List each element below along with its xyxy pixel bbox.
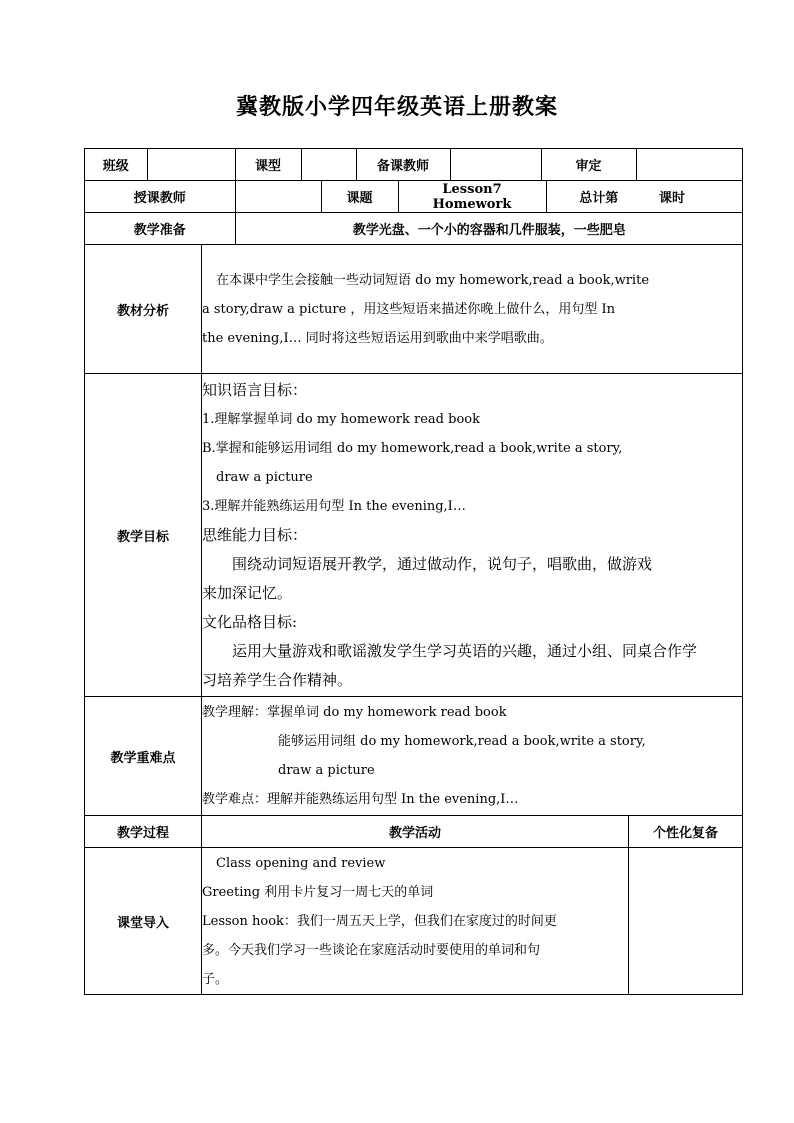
goals-content bbox=[202, 374, 743, 697]
goals-row bbox=[85, 374, 743, 697]
period-label: 课时 bbox=[659, 191, 686, 206]
class-label: 班级 bbox=[102, 159, 129, 174]
header-row-2-inner bbox=[85, 181, 743, 212]
goals-line: 3.理解并能熟练运用句型 In the evening,I… bbox=[202, 498, 466, 514]
topic-value: Lesson7 Homework bbox=[398, 181, 546, 212]
intro-row bbox=[85, 848, 743, 995]
analysis-row bbox=[85, 245, 743, 374]
key-points-label: 教学重难点 bbox=[85, 697, 202, 816]
goals-line: 知识语言目标： bbox=[202, 380, 308, 399]
personal-notes-cell[interactable] bbox=[629, 848, 743, 995]
prep-label: 教学准备 bbox=[133, 223, 186, 238]
intro-line: 子。 bbox=[202, 971, 229, 987]
header-row-3-inner bbox=[85, 213, 743, 244]
review-value[interactable] bbox=[636, 149, 743, 180]
prep-teacher-label: 备课教师 bbox=[356, 149, 450, 180]
analysis-line: 在本课中学生会接触一些动词短语 do my homework,read a book,write bbox=[216, 272, 650, 288]
intro-line: Class opening and review bbox=[216, 855, 386, 871]
goals-line: 思维能力目标： bbox=[202, 525, 308, 544]
header-row-3 bbox=[85, 213, 743, 245]
lesson-plan-table bbox=[84, 148, 743, 995]
intro-line: Greeting 利用卡片复习一周七天的单词 bbox=[202, 884, 434, 900]
teacher-value[interactable] bbox=[235, 181, 321, 212]
lesson-type-value[interactable] bbox=[301, 149, 356, 180]
review-label: 审定 bbox=[541, 149, 636, 180]
goals-line: B.掌握和能够运用词组 do my homework,read a book,write a story, bbox=[202, 440, 623, 456]
teacher-label: 授课教师 bbox=[133, 191, 186, 206]
personal-notes-col-label: 个性化复备 bbox=[629, 816, 743, 848]
prep-teacher-value[interactable] bbox=[450, 149, 541, 180]
intro-label: 课堂导入 bbox=[85, 848, 202, 995]
prep-value: 教学光盘、一个小的容器和几件服装，一些肥皂 bbox=[235, 213, 743, 244]
analysis-line: a story,draw a picture ，用这些短语来描述你晚上做什么，用句型 In bbox=[202, 301, 616, 317]
goals-line: 文化品格目标: bbox=[202, 612, 298, 631]
process-col-label: 教学过程 bbox=[85, 816, 202, 848]
intro-content bbox=[202, 848, 629, 995]
intro-line: 多。今天我们学习一些谈论在家庭活动时要使用的单词和句 bbox=[202, 942, 541, 958]
process-header-row bbox=[85, 816, 743, 848]
activity-col-label: 教学活动 bbox=[202, 816, 629, 848]
goals-line: draw a picture bbox=[216, 469, 313, 485]
intro-line: Lesson hook：我们一周五天上学，但我们在家度过的时间更 bbox=[202, 913, 557, 929]
key-points-line: draw a picture bbox=[278, 763, 375, 778]
class-value[interactable] bbox=[147, 149, 235, 180]
analysis-label: 教材分析 bbox=[85, 245, 202, 374]
goals-line: 习培养学生合作精神。 bbox=[202, 670, 353, 689]
goals-line: 1.理解掌握单词 do my homework read book bbox=[202, 411, 480, 427]
key-points-line: 教学难点：理解并能熟练运用句型 In the evening,I… bbox=[202, 792, 519, 807]
lesson-type-label: 课型 bbox=[235, 149, 301, 180]
page-title: 冀教版小学四年级英语上册教案 bbox=[235, 94, 558, 120]
header-row-1-inner bbox=[85, 149, 743, 180]
analysis-content bbox=[202, 245, 743, 374]
header-row-2 bbox=[85, 181, 743, 213]
goals-label: 教学目标 bbox=[85, 374, 202, 697]
goals-line: 运用大量游戏和歌谣激发学生学习英语的兴趣，通过小组、同桌合作学 bbox=[232, 641, 698, 660]
topic-label: 课题 bbox=[321, 181, 398, 212]
header-row-1 bbox=[85, 149, 743, 181]
key-points-line: 能够运用词组 do my homework,read a book,write a story, bbox=[278, 734, 646, 749]
goals-line: 围绕动词短语展开教学，通过做动作，说句子，唱歌曲，做游戏 bbox=[232, 554, 653, 573]
key-points-row bbox=[85, 697, 743, 816]
analysis-line: the evening,I… 同时将这些短语运用到歌曲中来学唱歌曲。 bbox=[202, 330, 553, 346]
key-points-line: 教学理解：掌握单词 do my homework read book bbox=[202, 705, 507, 720]
goals-line: 来加深记忆。 bbox=[202, 583, 293, 602]
key-points-content bbox=[202, 697, 743, 816]
total-count-label: 总计第 bbox=[546, 181, 651, 212]
